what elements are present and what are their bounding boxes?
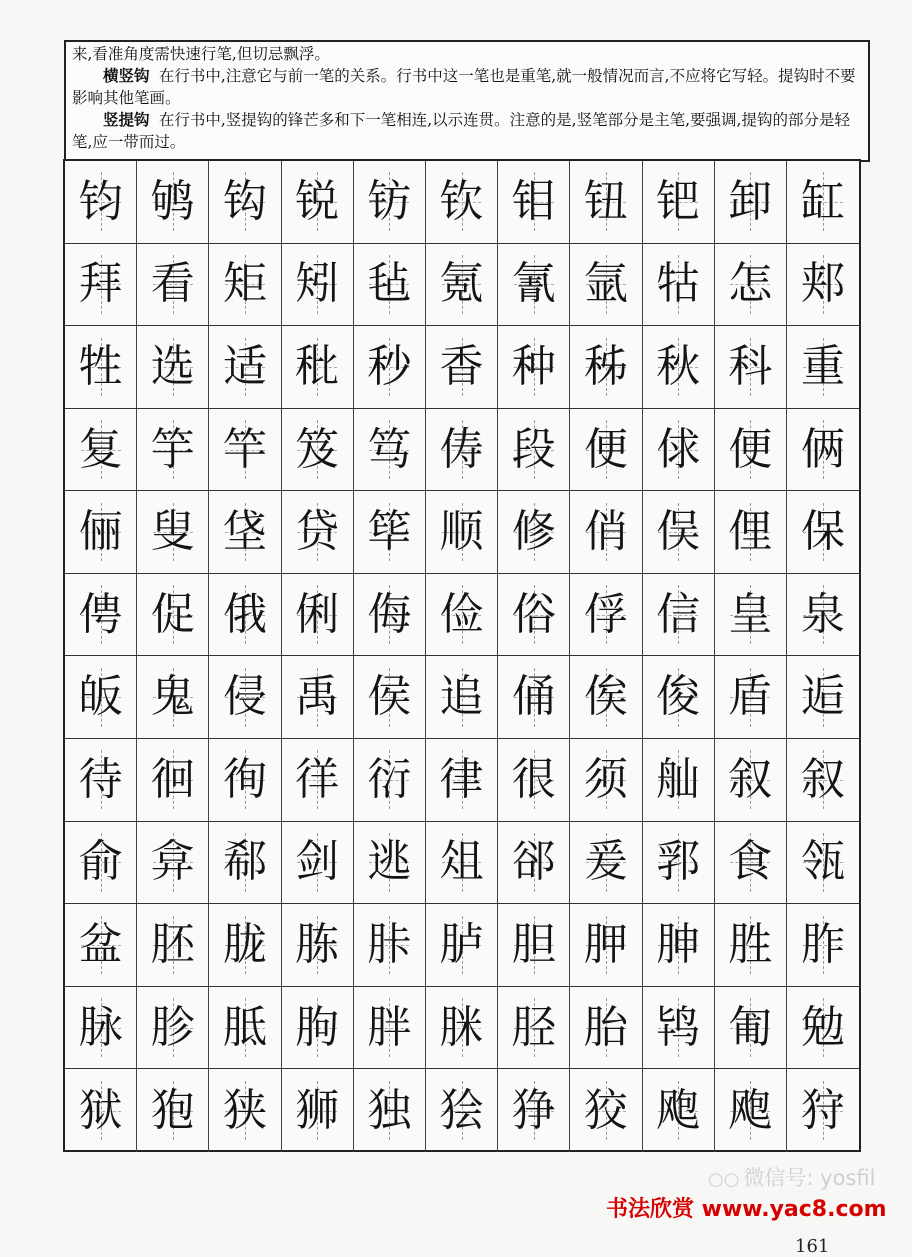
grid-cell: [65, 244, 137, 326]
grid-cell: [787, 987, 859, 1069]
grid-cell: [282, 409, 354, 491]
grid-cell: [643, 161, 715, 243]
grid-cell: [570, 822, 642, 904]
calligraphy-character: 胎: [583, 1001, 628, 1053]
calligraphy-character: 牲: [78, 340, 123, 392]
calligraphy-character: 筚: [367, 506, 412, 558]
calligraphy-character: 钯: [656, 175, 701, 227]
grid-row: [65, 822, 859, 905]
grid-row: [65, 491, 859, 574]
calligraphy-character: 须: [583, 753, 628, 805]
calligraphy-character: 秭: [583, 340, 628, 392]
calligraphy-character: 垡: [222, 506, 267, 558]
grid-cell: [498, 491, 570, 573]
intro-paragraph-horizontal-vertical-hook: [72, 65, 862, 109]
grid-cell: [137, 987, 209, 1069]
grid-cell: [354, 574, 426, 656]
calligraphy-character: 弇: [150, 836, 195, 888]
calligraphy-character: 锐: [295, 175, 340, 227]
calligraphy-character: 禹: [295, 671, 340, 723]
calligraphy-character: 俎: [439, 836, 484, 888]
calligraphy-character: 俘: [583, 588, 628, 640]
calligraphy-character: 信: [656, 588, 701, 640]
grid-cell: [426, 244, 498, 326]
calligraphy-character: 脉: [78, 1001, 123, 1053]
grid-cell: [787, 822, 859, 904]
calligraphy-character: 侯: [367, 671, 412, 723]
grid-cell: [643, 326, 715, 408]
grid-cell: [570, 161, 642, 243]
calligraphy-character: 狭: [222, 1084, 267, 1136]
grid-cell: [643, 739, 715, 821]
calligraphy-character: 矩: [222, 258, 267, 310]
grid-cell: [137, 409, 209, 491]
grid-cell: [426, 987, 498, 1069]
grid-row: [65, 656, 859, 739]
grid-cell: [209, 987, 281, 1069]
intro-line-1: 来,看准角度需快速行笔,但切忌飘浮。: [72, 45, 330, 63]
calligraphy-character: 胆: [511, 918, 556, 970]
calligraphy-character: 胨: [295, 918, 340, 970]
grid-cell: [715, 574, 787, 656]
calligraphy-character: 段: [511, 423, 556, 475]
calligraphy-character: 侮: [367, 588, 412, 640]
intro-paragraph-2-text: 在行书中,竖提钩的锋芒多和下一笔相连,以示连贯。注意的是,竖笔部分是主笔,要强调,提钩的部分是轻笔,应一带而过。: [72, 111, 850, 151]
calligraphy-character: 俞: [78, 836, 123, 888]
calligraphy-character: 秋: [656, 340, 701, 392]
wechat-icon: ○○: [708, 1169, 740, 1190]
calligraphy-character: 徇: [222, 753, 267, 805]
grid-cell: [643, 904, 715, 986]
grid-cell: [209, 574, 281, 656]
calligraphy-character: 卸: [728, 175, 773, 227]
calligraphy-character: 独: [367, 1084, 412, 1136]
grid-cell: [426, 822, 498, 904]
grid-cell: [137, 326, 209, 408]
calligraphy-character: 缸: [800, 175, 845, 227]
grid-cell: [715, 904, 787, 986]
calligraphy-character: 科: [728, 340, 773, 392]
calligraphy-character: 笈: [295, 423, 340, 475]
grid-row: [65, 987, 859, 1070]
grid-cell: [282, 904, 354, 986]
calligraphy-character: 促: [150, 588, 195, 640]
calligraphy-character: 律: [439, 753, 484, 805]
calligraphy-character: 钩: [222, 175, 267, 227]
grid-cell: [570, 904, 642, 986]
grid-cell: [787, 161, 859, 243]
grid-cell: [209, 656, 281, 738]
grid-cell: [137, 1069, 209, 1152]
grid-cell: [354, 739, 426, 821]
grid-cell: [570, 326, 642, 408]
grid-cell: [787, 574, 859, 656]
grid-cell: [137, 244, 209, 326]
grid-cell: [137, 161, 209, 243]
grid-cell: [282, 244, 354, 326]
calligraphy-character: 贷: [295, 506, 340, 558]
intro-paragraph-vertical-lift-hook: [72, 109, 862, 153]
grid-cell: [643, 822, 715, 904]
calligraphy-character: 复: [78, 423, 123, 475]
calligraphy-character: 香: [439, 340, 484, 392]
grid-row: [65, 574, 859, 657]
calligraphy-character: 钮: [583, 175, 628, 227]
calligraphy-character: 狡: [583, 1084, 628, 1136]
calligraphy-character: 适: [222, 340, 267, 392]
calligraphy-character: 郛: [656, 836, 701, 888]
calligraphy-character: 胗: [150, 1001, 195, 1053]
calligraphy-character: 看: [150, 258, 195, 310]
grid-cell: [209, 822, 281, 904]
grid-cell: [498, 409, 570, 491]
calligraphy-character: 俊: [656, 671, 701, 723]
grid-cell: [643, 244, 715, 326]
calligraphy-character: 俦: [439, 423, 484, 475]
calligraphy-character: 修: [511, 506, 556, 558]
grid-cell: [643, 656, 715, 738]
grid-cell: [209, 326, 281, 408]
calligraphy-character: 俗: [511, 588, 556, 640]
grid-cell: [354, 987, 426, 1069]
grid-cell: [715, 1069, 787, 1152]
calligraphy-character: 叙: [728, 753, 773, 805]
grid-cell: [137, 904, 209, 986]
calligraphy-character: 勉: [800, 1001, 845, 1053]
grid-row: [65, 1069, 859, 1152]
grid-cell: [787, 1069, 859, 1152]
calligraphy-character: 种: [511, 340, 556, 392]
calligraphy-character: 逅: [800, 671, 845, 723]
term-heng-shu-gou: 横竖钩: [103, 67, 150, 85]
calligraphy-character: 秕: [295, 340, 340, 392]
calligraphy-character: 剑: [295, 836, 340, 888]
grid-cell: [715, 326, 787, 408]
grid-cell: [209, 739, 281, 821]
grid-cell: [643, 987, 715, 1069]
site-watermark: 书法欣赏 www.yac8.com: [606, 1197, 887, 1222]
grid-cell: [137, 491, 209, 573]
calligraphy-character: 胚: [150, 918, 195, 970]
calligraphy-character: 鸲: [150, 175, 195, 227]
calligraphy-character: 俜: [78, 588, 123, 640]
wechat-label: 微信号: yosfil: [743, 1166, 876, 1190]
grid-cell: [570, 574, 642, 656]
calligraphy-character: 俪: [78, 506, 123, 558]
grid-cell: [354, 656, 426, 738]
calligraphy-character: 待: [78, 753, 123, 805]
calligraphy-character: 舢: [656, 753, 701, 805]
grid-cell: [354, 904, 426, 986]
grid-cell: [787, 326, 859, 408]
grid-cell: [282, 739, 354, 821]
grid-cell: [65, 656, 137, 738]
grid-cell: [209, 409, 281, 491]
grid-row: [65, 161, 859, 244]
grid-cell: [570, 491, 642, 573]
calligraphy-character: 胜: [728, 918, 773, 970]
grid-cell: [354, 491, 426, 573]
calligraphy-character: 脒: [439, 1001, 484, 1053]
calligraphy-character: 胙: [800, 918, 845, 970]
calligraphy-character: 皈: [78, 671, 123, 723]
calligraphy-character: 徉: [295, 753, 340, 805]
calligraphy-character: 钦: [439, 175, 484, 227]
grid-cell: [426, 739, 498, 821]
grid-cell: [426, 161, 498, 243]
intro-text-box: [64, 40, 870, 162]
calligraphy-character: 泉: [800, 588, 845, 640]
grid-cell: [65, 161, 137, 243]
calligraphy-character: 俚: [728, 506, 773, 558]
calligraphy-character: 胂: [656, 918, 701, 970]
grid-cell: [209, 1069, 281, 1152]
grid-cell: [209, 244, 281, 326]
grid-cell: [282, 1069, 354, 1152]
grid-cell: [65, 326, 137, 408]
grid-cell: [570, 1069, 642, 1152]
calligraphy-character: 叙: [800, 753, 845, 805]
calligraphy-character: 叟: [150, 506, 195, 558]
grid-cell: [715, 987, 787, 1069]
grid-row: [65, 409, 859, 492]
calligraphy-character: 狍: [150, 1084, 195, 1136]
calligraphy-character: 胛: [583, 918, 628, 970]
calligraphy-character: 矧: [295, 258, 340, 310]
grid-cell: [787, 904, 859, 986]
calligraphy-character: 钫: [367, 175, 412, 227]
grid-cell: [498, 656, 570, 738]
grid-cell: [426, 1069, 498, 1152]
grid-cell: [715, 161, 787, 243]
grid-cell: [65, 904, 137, 986]
calligraphy-character: 追: [439, 671, 484, 723]
calligraphy-character: 皇: [728, 588, 773, 640]
grid-cell: [787, 244, 859, 326]
grid-cell: [715, 409, 787, 491]
grid-cell: [498, 244, 570, 326]
calligraphy-character: 选: [150, 340, 195, 392]
grid-cell: [282, 491, 354, 573]
grid-cell: [643, 574, 715, 656]
calligraphy-character: 便: [728, 423, 773, 475]
calligraphy-character: 胩: [367, 918, 412, 970]
calligraphy-character: 钼: [511, 175, 556, 227]
intro-paragraph-1-text: 在行书中,注意它与前一笔的关系。行书中这一笔也是重笔,就一般情况而言,不应将它写轻。提钩时不要影响其他笔画。: [72, 67, 856, 107]
calligraphy-character: 钧: [78, 175, 123, 227]
grid-cell: [65, 409, 137, 491]
grid-cell: [498, 326, 570, 408]
calligraphy-character: 狩: [800, 1084, 845, 1136]
calligraphy-character: 顺: [439, 506, 484, 558]
calligraphy-character: 氰: [511, 258, 556, 310]
grid-row: [65, 739, 859, 822]
grid-cell: [643, 491, 715, 573]
grid-row: [65, 244, 859, 327]
calligraphy-character: 俩: [800, 423, 845, 475]
grid-cell: [643, 1069, 715, 1152]
calligraphy-character: 狯: [439, 1084, 484, 1136]
grid-cell: [65, 739, 137, 821]
calligraphy-character: 鬼: [150, 671, 195, 723]
grid-cell: [426, 491, 498, 573]
grid-cell: [282, 987, 354, 1069]
calligraphy-character: 俭: [439, 588, 484, 640]
page-number: 161: [795, 1236, 830, 1257]
grid-cell: [498, 904, 570, 986]
grid-cell: [282, 656, 354, 738]
calligraphy-character: 郏: [800, 258, 845, 310]
calligraphy-character: 胧: [222, 918, 267, 970]
calligraphy-practice-grid: [63, 159, 861, 1152]
calligraphy-character: 爰: [583, 836, 628, 888]
wechat-watermark: [708, 1162, 875, 1192]
grid-cell: [426, 656, 498, 738]
calligraphy-character: 保: [800, 506, 845, 558]
calligraphy-character: 飑: [656, 1084, 701, 1136]
calligraphy-character: 俑: [511, 671, 556, 723]
calligraphy-character: 胝: [222, 1001, 267, 1053]
grid-row: [65, 904, 859, 987]
grid-cell: [498, 161, 570, 243]
grid-cell: [498, 574, 570, 656]
calligraphy-character: 胖: [367, 1001, 412, 1053]
grid-cell: [787, 656, 859, 738]
grid-cell: [787, 409, 859, 491]
grid-cell: [65, 1069, 137, 1152]
grid-cell: [426, 409, 498, 491]
grid-cell: [354, 244, 426, 326]
calligraphy-character: 秒: [367, 340, 412, 392]
grid-cell: [426, 574, 498, 656]
calligraphy-character: 逃: [367, 836, 412, 888]
grid-cell: [426, 326, 498, 408]
grid-cell: [498, 987, 570, 1069]
grid-cell: [65, 987, 137, 1069]
calligraphy-character: 笃: [367, 423, 412, 475]
grid-cell: [570, 739, 642, 821]
grid-cell: [498, 739, 570, 821]
grid-cell: [209, 491, 281, 573]
grid-cell: [354, 161, 426, 243]
calligraphy-character: 俅: [656, 423, 701, 475]
calligraphy-character: 衍: [367, 753, 412, 805]
grid-cell: [354, 1069, 426, 1152]
grid-cell: [787, 491, 859, 573]
calligraphy-character: 重: [800, 340, 845, 392]
calligraphy-character: 狰: [511, 1084, 556, 1136]
grid-cell: [65, 574, 137, 656]
grid-cell: [426, 904, 498, 986]
calligraphy-character: 郗: [222, 836, 267, 888]
calligraphy-character: 胫: [511, 1001, 556, 1053]
calligraphy-character: 飑: [728, 1084, 773, 1136]
grid-cell: [65, 822, 137, 904]
grid-cell: [354, 409, 426, 491]
grid-cell: [715, 491, 787, 573]
grid-cell: [65, 491, 137, 573]
calligraphy-character: 氪: [439, 258, 484, 310]
grid-cell: [209, 161, 281, 243]
calligraphy-character: 瓴: [800, 836, 845, 888]
grid-cell: [570, 244, 642, 326]
calligraphy-character: 便: [583, 423, 628, 475]
calligraphy-character: 胪: [439, 918, 484, 970]
grid-cell: [137, 822, 209, 904]
calligraphy-character: 郤: [511, 836, 556, 888]
calligraphy-character: 侵: [222, 671, 267, 723]
grid-cell: [570, 409, 642, 491]
calligraphy-character: 俐: [295, 588, 340, 640]
calligraphy-character: 氩: [583, 258, 628, 310]
calligraphy-character: 朐: [295, 1001, 340, 1053]
grid-cell: [715, 244, 787, 326]
grid-row: [65, 326, 859, 409]
calligraphy-character: 俣: [656, 506, 701, 558]
grid-cell: [137, 574, 209, 656]
calligraphy-character: 竿: [222, 423, 267, 475]
calligraphy-character: 俟: [583, 671, 628, 723]
grid-cell: [137, 656, 209, 738]
calligraphy-character: 盾: [728, 671, 773, 723]
calligraphy-character: 盆: [78, 918, 123, 970]
grid-cell: [570, 656, 642, 738]
grid-cell: [715, 656, 787, 738]
grid-cell: [570, 987, 642, 1069]
grid-cell: [354, 326, 426, 408]
calligraphy-character: 狮: [295, 1084, 340, 1136]
grid-cell: [787, 739, 859, 821]
grid-cell: [137, 739, 209, 821]
calligraphy-character: 怎: [728, 258, 773, 310]
term-shu-ti-gou: 竖提钩: [103, 111, 150, 129]
grid-cell: [498, 1069, 570, 1152]
calligraphy-character: 徊: [150, 753, 195, 805]
calligraphy-character: 俏: [583, 506, 628, 558]
calligraphy-character: 牯: [656, 258, 701, 310]
grid-cell: [498, 822, 570, 904]
grid-cell: [282, 161, 354, 243]
calligraphy-character: 竽: [150, 423, 195, 475]
grid-cell: [282, 822, 354, 904]
grid-cell: [282, 574, 354, 656]
grid-cell: [354, 822, 426, 904]
calligraphy-character: 很: [511, 753, 556, 805]
calligraphy-character: 狱: [78, 1084, 123, 1136]
calligraphy-character: 毡: [367, 258, 412, 310]
calligraphy-character: 食: [728, 836, 773, 888]
grid-cell: [643, 409, 715, 491]
grid-cell: [282, 326, 354, 408]
calligraphy-character: 匍: [728, 1001, 773, 1053]
grid-cell: [715, 822, 787, 904]
grid-cell: [209, 904, 281, 986]
calligraphy-character: 鸨: [656, 1001, 701, 1053]
grid-cell: [715, 739, 787, 821]
calligraphy-character: 俄: [222, 588, 267, 640]
calligraphy-character: 拜: [78, 258, 123, 310]
